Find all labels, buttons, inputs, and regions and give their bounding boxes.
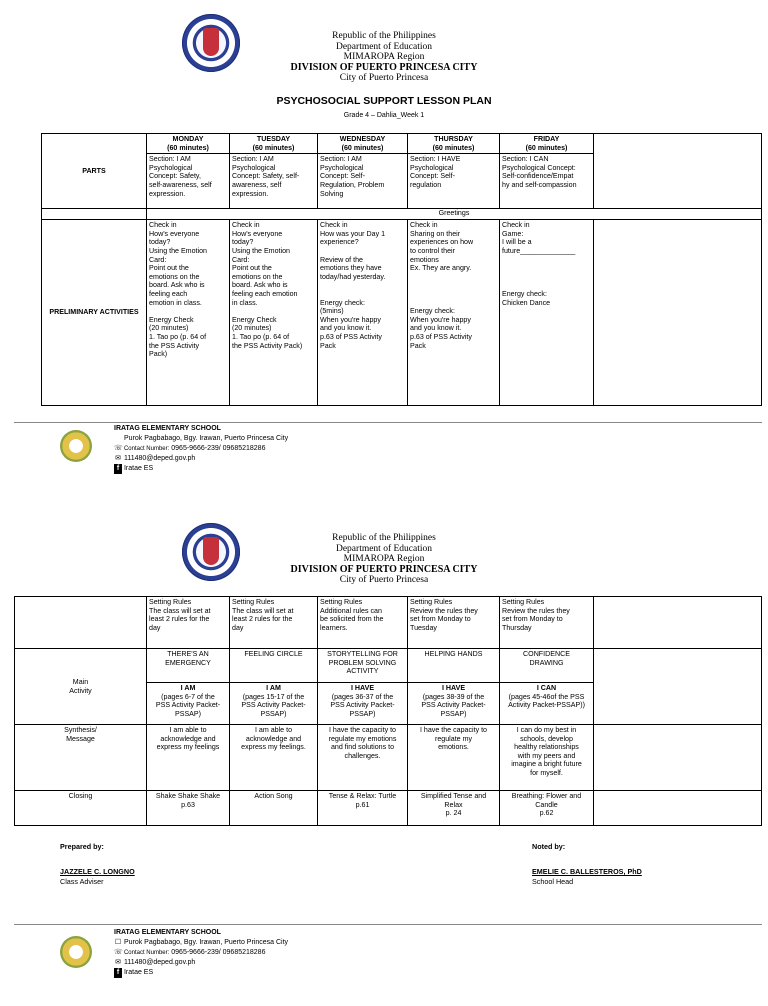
rules-cell: Setting Rules Additional rules can be solicited from the learners. xyxy=(318,597,408,649)
region-text: MIMAROPA Region xyxy=(343,52,425,62)
rules-cell: Setting Rules Review the rules they set from Monday to Thursday xyxy=(500,597,594,649)
greetings-row: Greetings xyxy=(147,209,762,220)
division-text: DIVISION OF PUERTO PRINCESA CITY xyxy=(290,61,478,73)
main-activity-label: Main Activity xyxy=(15,649,147,725)
noted-by-block xyxy=(532,842,642,887)
facebook-text: Iratae ES xyxy=(123,465,154,472)
closing-cell: Breathing: Flower and Candle p.62 xyxy=(500,791,594,826)
closing-cell: Shake Shake Shake p.63 xyxy=(147,791,230,826)
section-cell: Section: I AM Psychological Concept: Self- Regulation, Problem Solving xyxy=(318,154,408,209)
email-text: 111480@deped.gov.ph xyxy=(123,455,196,462)
prepared-label: Prepared by: xyxy=(60,842,104,851)
activity-ref-cell: I AM (pages 15-17 of the PSS Activity Packet- PSSAP) xyxy=(230,683,318,725)
closing-cell: Simplified Tense and Relax p. 24 xyxy=(408,791,500,826)
closing-cell: Tense & Relax: Turtle p.61 xyxy=(318,791,408,826)
republic-text: Republic of the Philippines xyxy=(332,31,436,41)
day-monday: MONDAY (60 minutes) xyxy=(147,134,230,154)
school-seal-logo xyxy=(60,936,92,968)
empty-cell xyxy=(594,134,762,209)
page-subtitle: Grade 4 – Dahlia_Week 1 xyxy=(343,112,425,119)
activity-ref-cell: I HAVE (pages 38-39 of the PSS Activity Packet- PSSAP) xyxy=(408,683,500,725)
lesson-table-1 xyxy=(41,133,762,406)
footer-divider xyxy=(14,924,762,925)
footer-2: IRATAG ELEMENTARY SCHOOL ☐ Purok Pagbabago, Bgy. Irawan, Puerto Princesa City ☏ Contact Number: 0965-9666-239/ 09685218286 ✉ 111480@deped.gov.ph f Iratae ES xyxy=(114,929,289,976)
parts-header: PARTS xyxy=(42,134,147,209)
section-cell: Section: I HAVE Psychological Concept: Self- regulation xyxy=(408,154,500,209)
empty-cell xyxy=(42,209,147,220)
prepared-name: JAZZELE C. LONGNO xyxy=(60,867,135,876)
empty-cell xyxy=(594,791,762,826)
activity-cell: STORYTELLING FOR PROBLEM SOLVING ACTIVITY xyxy=(318,649,408,683)
phone-icon: ☏ xyxy=(114,445,123,452)
letterhead xyxy=(0,31,768,84)
email-icon: ✉ xyxy=(115,959,121,966)
school-address: Purok Pagbabago, Bgy. Irawan, Puerto Princesa City xyxy=(124,435,289,442)
section-cell: Section: I AM Psychological Concept: Safety, self-awareness, self expression. xyxy=(147,154,230,209)
empty-cell xyxy=(15,597,147,649)
lesson-table-2 xyxy=(14,596,762,826)
section-cell: Section: I CAN Psychological Concept: Self-confidence/Empat hy and self-compassion xyxy=(500,154,594,209)
noted-role: School Head xyxy=(532,877,574,886)
contact-number: 0965-9666-239/ 09685218286 xyxy=(171,445,266,452)
synthesis-label: Synthesis/ Message xyxy=(15,725,147,791)
synthesis-cell: I can do my best in schools, develop healthy relationships with my peers and imagine a bright future for myself. xyxy=(500,725,594,791)
activity-ref-cell: I HAVE (pages 36-37 of the PSS Activity Packet- PSSAP) xyxy=(318,683,408,725)
department-text: Department of Education xyxy=(335,41,433,52)
checkbox-icon: ☐ xyxy=(114,939,122,946)
prepared-by-block xyxy=(60,842,135,887)
rules-cell: Setting Rules The class will set at least 2 rules for the day xyxy=(147,597,230,649)
synthesis-cell: I have the capacity to regulate my emotions. xyxy=(408,725,500,791)
activity-cell: CONFIDENCE DRAWING xyxy=(500,649,594,683)
activity-cell: THERE'S AN EMERGENCY xyxy=(147,649,230,683)
phone-icon: ☏ xyxy=(114,949,123,956)
letterhead: Republic of the Philippines Department of Education MIMAROPA Region DIVISION OF PUERTO PRINCESA CITY City of Puerto Princesa xyxy=(290,533,478,585)
empty-cell xyxy=(594,649,762,725)
noted-label: Noted by: xyxy=(532,842,566,851)
activity-cell: FEELING CIRCLE xyxy=(230,649,318,683)
rules-cell: Setting Rules The class will set at least 2 rules for the day xyxy=(230,597,318,649)
closing-label: Closing xyxy=(15,791,147,826)
prelim-cell: Check in How was your Day 1 experience? Review of the emotions they have today/had yesterday. Energy check: (5mins) When you're happy and you know it. p.63 of PSS Activity Pack xyxy=(318,220,408,406)
prelim-cell: Check in Game: I will be a future______________ Energy check: Chicken Dance xyxy=(500,220,594,406)
day-thursday: THURSDAY (60 minutes) xyxy=(408,134,500,154)
city-text: City of Puerto Princesa xyxy=(339,73,429,83)
facebook-icon: f xyxy=(114,464,122,474)
prelim-cell: Check in Sharing on their experiences on how to control their emotions Ex. They are angry. Energy check: When you're happy and you know it. p.63 of PSS Activity Pack xyxy=(408,220,500,406)
section-cell: Section: I AM Psychological Concept: Safety, self- awareness, self expression. xyxy=(230,154,318,209)
school-seal-logo xyxy=(60,430,92,462)
empty-cell xyxy=(594,725,762,791)
empty-cell xyxy=(594,597,762,649)
empty-cell xyxy=(594,220,762,406)
prelim-cell: Check in How's everyone today? Using the Emotion Card: Point out the emotions on the board. Ask who is feeling each emotion in class. Energy Check (20 minutes) 1. Tao po (p. 64 of the PSS Activity Pack) xyxy=(147,220,230,406)
preliminary-label: PRELIMINARY ACTIVITIES xyxy=(42,220,147,406)
day-tuesday: TUESDAY (60 minutes) xyxy=(230,134,318,154)
day-wednesday: WEDNESDAY (60 minutes) xyxy=(318,134,408,154)
synthesis-cell: I am able to acknowledge and express my feelings. xyxy=(230,725,318,791)
day-friday: FRIDAY (60 minutes) xyxy=(500,134,594,154)
activity-ref-cell: I CAN (pages 45-46of the PSS Activity Packet-PSSAP)) xyxy=(500,683,594,725)
page-title: PSYCHOSOCIAL SUPPORT LESSON PLAN xyxy=(276,95,492,107)
prelim-cell: Check in How's everyone today? Using the Emotion Card: Point out the emotions on the board. Ask who is feeling each emotion in class. Energy Check (20 minutes) 1. Tao po (p. 64 of the PSS Activity Pack) xyxy=(230,220,318,406)
facebook-icon: f xyxy=(114,968,122,978)
noted-name: EMELIE C. BALLESTEROS, PhD xyxy=(532,867,642,876)
synthesis-cell: I have the capacity to regulate my emotions and find solutions to challenges. xyxy=(318,725,408,791)
closing-cell: Action Song xyxy=(230,791,318,826)
email-icon: ✉ xyxy=(115,455,121,462)
activity-ref-cell: I AM (pages 6-7 of the PSS Activity Packet- PSSAP) xyxy=(147,683,230,725)
activity-cell: HELPING HANDS xyxy=(408,649,500,683)
prepared-role: Class Adviser xyxy=(60,877,104,886)
rules-cell: Setting Rules Review the rules they set from Monday to Tuesday xyxy=(408,597,500,649)
synthesis-cell: I am able to acknowledge and express my feelings xyxy=(147,725,230,791)
footer-divider xyxy=(14,422,762,423)
footer-1: IRATAG ELEMENTARY SCHOOL Purok Pagbabago, Bgy. Irawan, Puerto Princesa City ☏ Contact Number: 0965-9666-239/ 09685218286 ✉ 111480@deped.gov.ph f Iratae ES xyxy=(114,425,289,472)
school-name: IRATAG ELEMENTARY SCHOOL xyxy=(114,425,221,432)
